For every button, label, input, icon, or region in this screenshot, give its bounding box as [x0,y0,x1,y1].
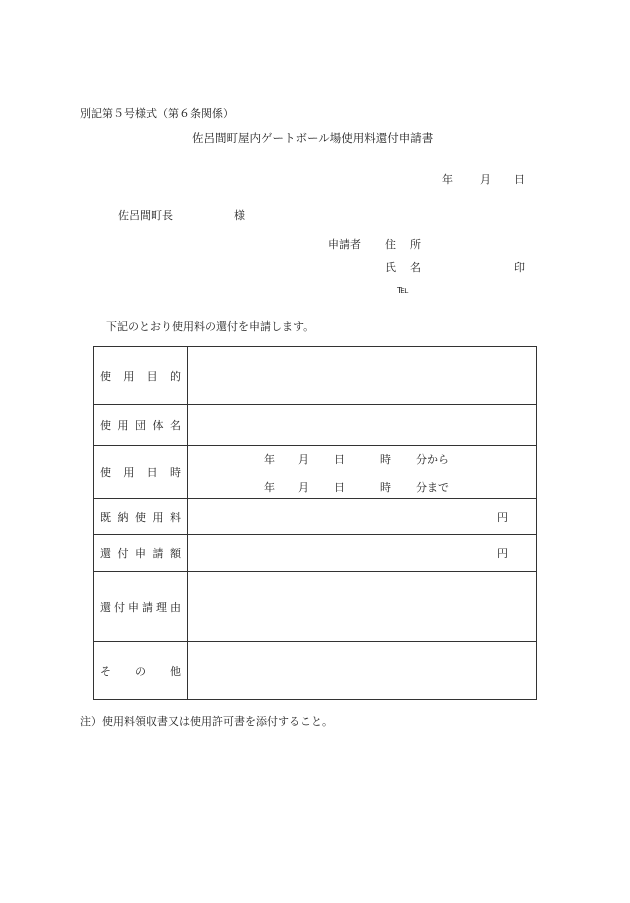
date-year-label: 年 [442,173,453,186]
label-char: 料 [170,510,181,524]
date-day-label: 日 [514,173,525,186]
addressee-name: 佐呂間町長 [118,209,173,222]
label-char: 使 [135,510,146,524]
name-label-char-1: 氏 [385,261,396,274]
end-year-label: 年 [264,481,275,494]
start-year-label: 年 [264,453,275,466]
row-paid-fee [94,499,537,535]
label-char: 時 [169,466,181,479]
label-char: の [135,664,146,678]
label-char: 用 [123,466,135,479]
label-char: 使 [100,419,111,432]
field-group-name[interactable] [188,405,537,446]
start-month-label: 月 [298,453,309,466]
addressee-honorific: 様 [234,209,245,222]
seal-label: 印 [514,261,525,274]
label-char: 理 [156,600,167,614]
label-char: 還 [100,600,111,614]
start-hour-label: 時 [380,453,391,466]
address-label-char-1: 住 [385,238,396,251]
label-char: 用 [123,369,135,383]
start-minute-label: 分から [416,453,449,466]
name-label-char-2: 名 [410,261,421,274]
application-table [93,346,537,700]
label-char: 使 [100,369,111,383]
label-char: 付 [117,547,129,560]
label-char: 申 [135,547,146,560]
label-char: 団 [135,419,146,432]
label-char: 体 [152,419,164,432]
field-datetime[interactable] [188,446,537,499]
label-char: 請 [142,600,153,614]
row-refund-amount [94,535,537,572]
label-char: 用 [117,419,129,432]
label-char: 付 [114,600,125,614]
label-refund-reason [94,572,188,642]
yen-unit: 円 [497,547,508,560]
row-purpose [94,347,537,405]
field-refund-amount[interactable] [188,535,537,572]
intro-text: 下記のとおり使用料の還付を申請します。 [106,320,315,333]
end-month-label: 月 [298,481,309,494]
address-label-char-2: 所 [410,238,421,251]
label-char: 由 [170,600,181,614]
end-hour-label: 時 [380,481,391,494]
attachment-note: 注）使用料領収書又は使用許可書を添付すること。 [80,715,333,728]
label-group [94,405,188,446]
label-char: 納 [117,510,129,524]
row-group [94,405,537,446]
label-datetime [94,446,188,499]
document-title: 佐呂間町屋内ゲートボール場使用料還付申請書 [192,131,434,145]
label-char: 還 [100,547,111,560]
end-day-label: 日 [334,481,345,494]
label-char: 用 [152,510,164,524]
label-char: 日 [146,466,158,479]
field-refund-reason[interactable] [188,572,537,642]
yen-unit: 円 [497,510,508,524]
applicant-label: 申請者 [328,238,361,251]
field-other[interactable] [188,642,537,700]
label-char: そ [100,664,111,678]
label-char: 的 [169,369,181,383]
label-other [94,642,188,700]
date-month-label: 月 [480,173,491,186]
row-other [94,642,537,700]
label-char: 使 [100,466,111,479]
label-char: 名 [170,419,181,432]
tel-label: ℡ [397,283,409,296]
row-refund-reason [94,572,537,642]
end-minute-label: 分まで [416,481,449,494]
label-char: 請 [152,547,164,560]
row-datetime [94,446,537,499]
field-paid-fee[interactable] [188,499,537,535]
label-char: 他 [170,664,181,678]
label-char: 既 [100,510,111,524]
field-purpose[interactable] [188,347,537,405]
start-day-label: 日 [334,453,345,466]
label-refund-amount [94,535,188,572]
label-char: 目 [146,369,158,383]
label-purpose [94,347,188,405]
label-char: 額 [170,547,181,560]
form-number: 別記第５号様式（第６条関係） [80,107,234,120]
label-char: 申 [128,600,139,614]
label-paid-fee [94,499,188,535]
